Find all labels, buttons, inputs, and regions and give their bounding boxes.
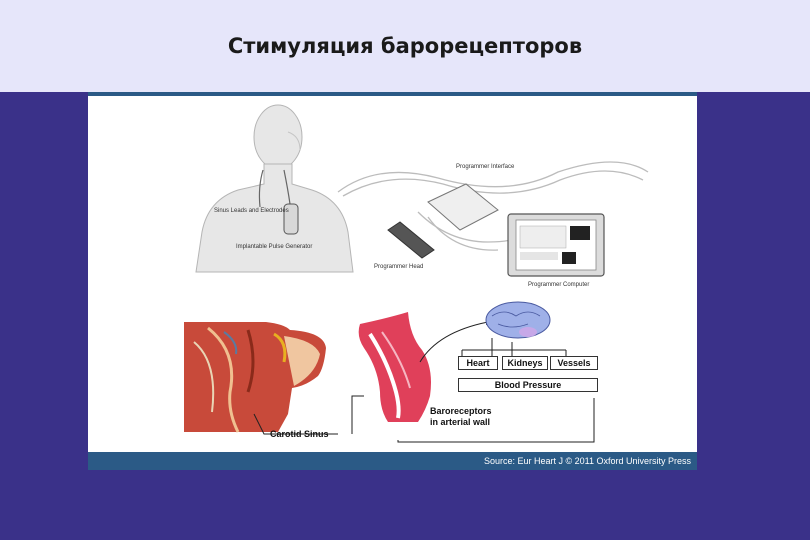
- baroreceptors-label-line1: Baroreceptors: [430, 406, 492, 416]
- figure: [88, 92, 697, 470]
- sinus-leads-label: Sinus Leads and Electrodes: [214, 208, 289, 214]
- blood-pressure-box: Blood Pressure: [458, 378, 598, 392]
- vessels-box: Vessels: [550, 356, 598, 370]
- figure-illustration: [88, 92, 697, 452]
- heart-box: Heart: [458, 356, 498, 370]
- programmer-computer-device: [508, 214, 604, 276]
- baroreceptors-label-line2: in arterial wall: [430, 417, 491, 427]
- programmer-interface-label: Programmer Interface: [456, 164, 515, 170]
- programmer-computer-label: Programmer Computer: [528, 282, 590, 288]
- source-citation: Source: Eur Heart J © 2011 Oxford University Press: [483, 456, 691, 466]
- programmer-interface-device: [428, 184, 498, 230]
- artery-illustration: [359, 312, 431, 422]
- figure-source-bar: [88, 452, 697, 470]
- baroreceptors-label: [430, 406, 492, 428]
- pulse-generator-label: Implantable Pulse Generator: [236, 244, 313, 250]
- carotid-sinus-label: Carotid Sinus: [270, 429, 329, 439]
- programmer-head-device: [388, 222, 434, 258]
- brain-illustration: [486, 302, 550, 338]
- programmer-head-label: Programmer Head: [374, 264, 424, 270]
- slide-title: Стимуляция барорецепторов: [227, 34, 583, 58]
- kidneys-box: Kidneys: [502, 356, 548, 370]
